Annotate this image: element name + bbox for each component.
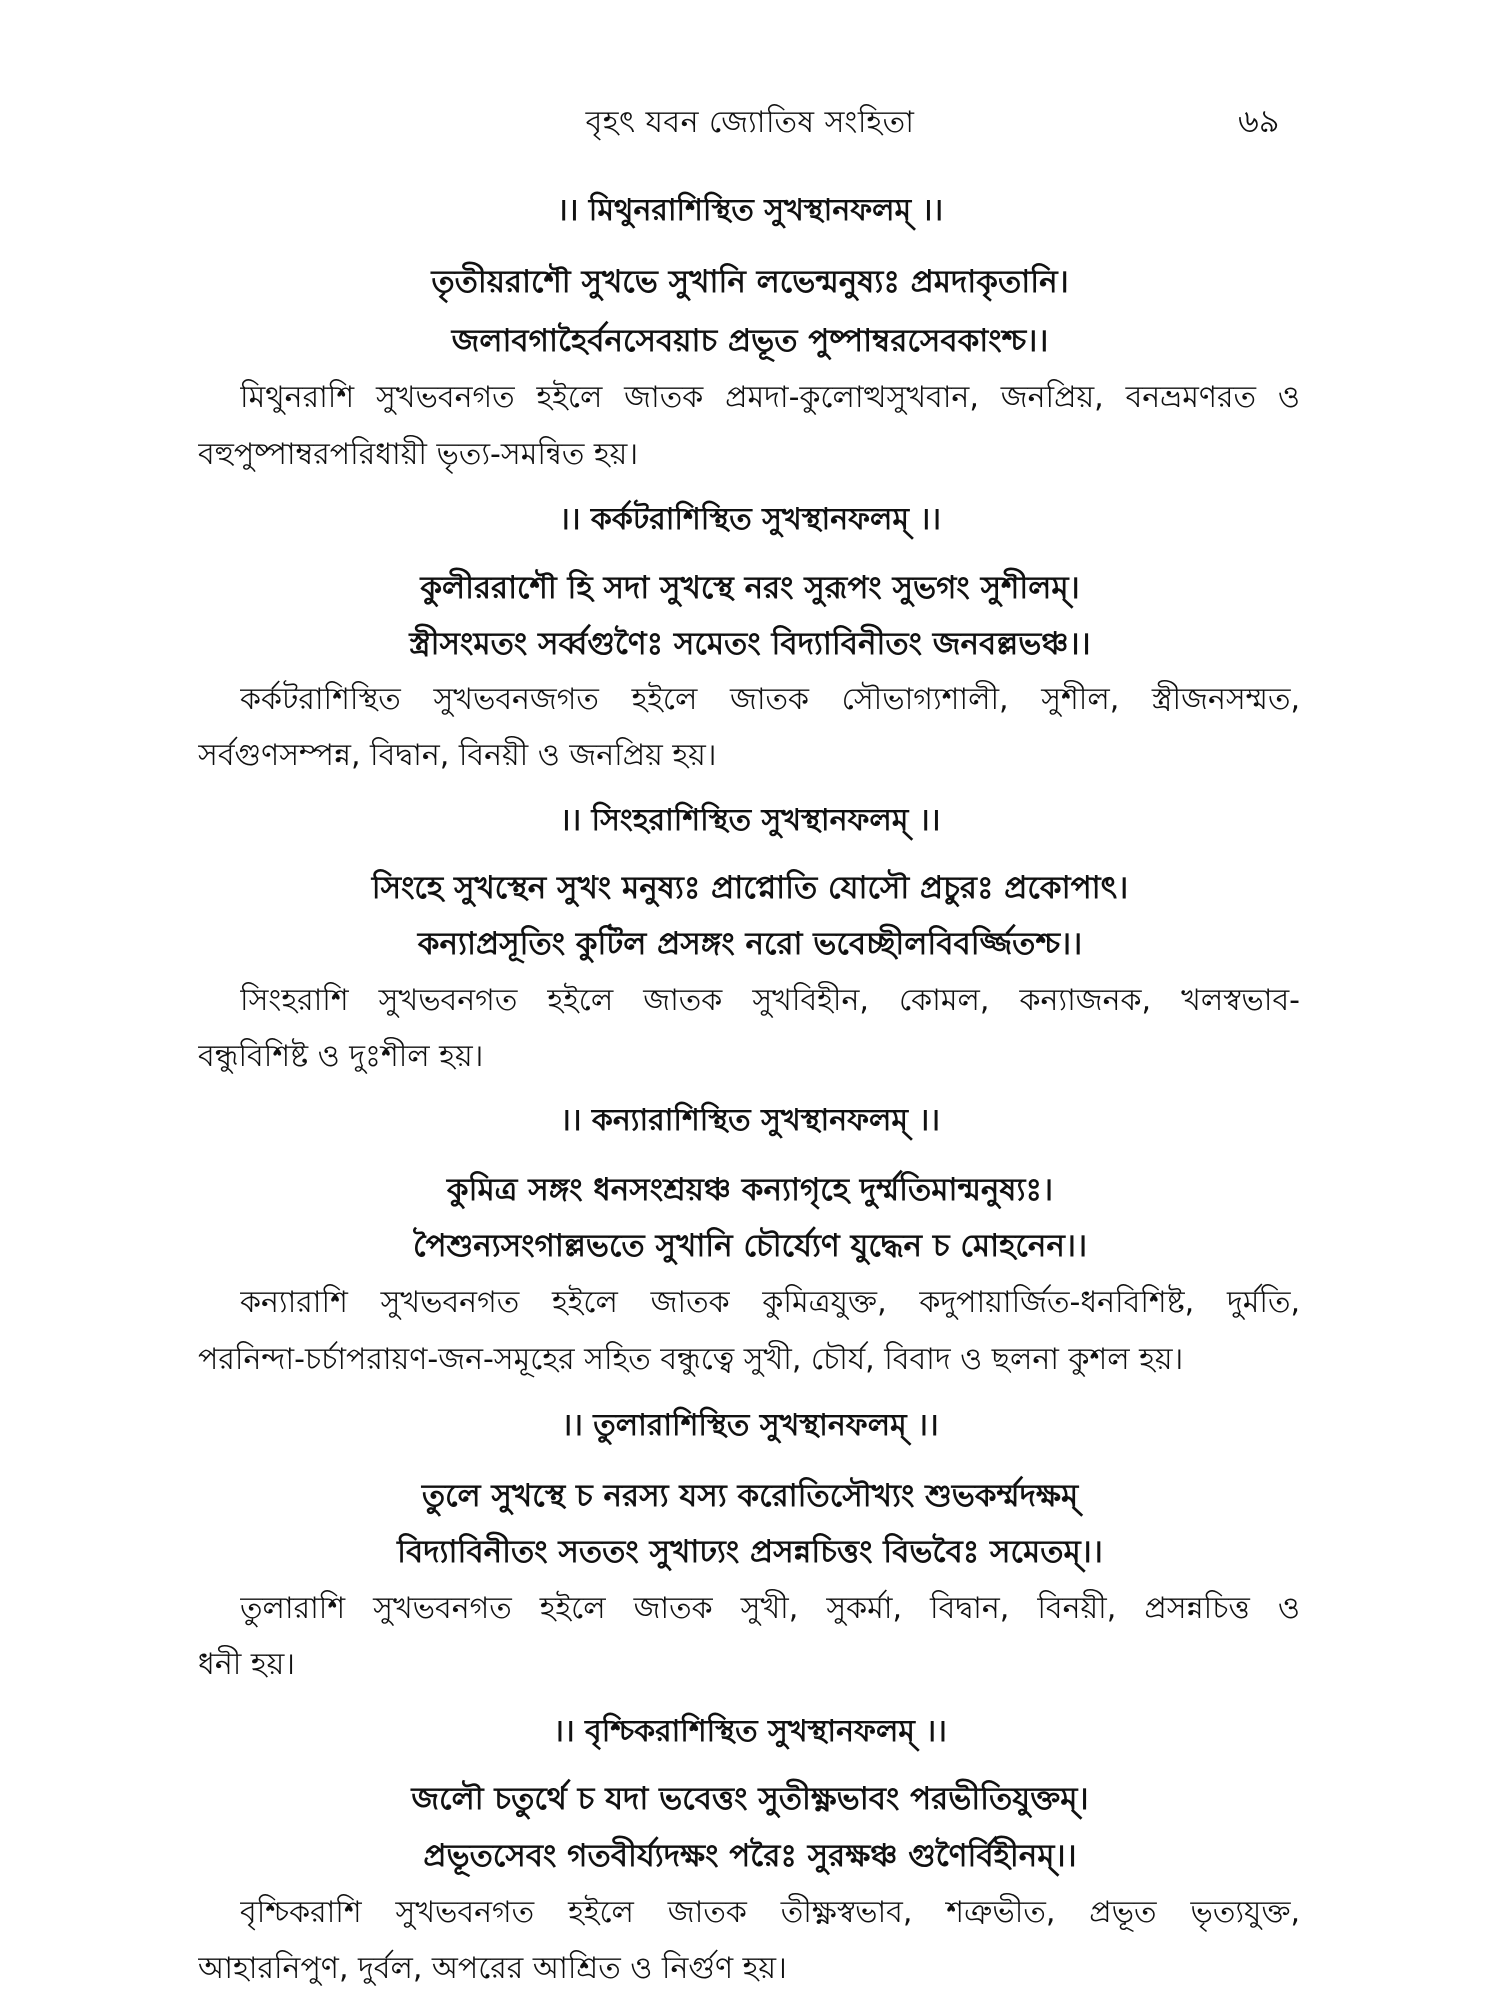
page-number: ৬৯ bbox=[1238, 102, 1280, 140]
running-head-title: বৃহৎ যবন জ্যোতিষ সংহিতা bbox=[585, 105, 915, 140]
verse-line: কুমিত্র সঙ্গং ধনসংশ্রয়ঞ্চ কন্যাগৃহে দুর্ম্মতিমান্মনুষ্যঃ। bbox=[446, 1172, 1054, 1208]
section-heading: ।। কন্যারাশিস্থিত সুখস্থানফলম্ ।। bbox=[560, 1103, 940, 1138]
paragraph-line: ধনী হয়। bbox=[198, 1647, 296, 1682]
paragraph-line: আহারনিপুণ, দুর্বল, অপরের আশ্রিত ও নির্গুণ হয়। bbox=[198, 1951, 787, 1986]
paragraph-line: পরনিন্দা-চর্চাপরায়ণ-জন-সমূহের সহিত বন্ধুত্বে সুখী, চৌর্য, বিবাদ ও ছলনা কুশল হয়। bbox=[198, 1342, 1184, 1377]
verse-line: কুলীররাশৌ হি সদা সুখস্থে নরং সুরূপং সুভগং সুশীলম্। bbox=[420, 570, 1080, 606]
verse-line: বিদ্যাবিনীতং সততং সুখাঢ্যং প্রসন্নচিত্তং বিভবৈঃ সমেতম্।। bbox=[397, 1534, 1103, 1570]
verse-line: জলৌ চতুর্থে চ যদা ভবেত্তং সুতীক্ষ্ণভাবং পরভীতিযুক্তম্। bbox=[411, 1781, 1089, 1817]
section-heading: ।। বৃশ্চিকরাশিস্থিত সুখস্থানফলম্ ।। bbox=[553, 1714, 947, 1749]
paragraph-line: কন্যারাশি সুখভবনগত হইলে জাতক কুমিত্রযুক্ত, কদুপায়ার্জিত-ধনবিশিষ্ট, দুর্মতি, bbox=[240, 1285, 1300, 1320]
verse-line: সিংহে সুখস্থেন সুখং মনুষ্যঃ প্রাপ্নোতি যোসৌ প্রচুরঃ প্রকোপাৎ। bbox=[371, 870, 1129, 906]
paragraph-line: মিথুনরাশি সুখভবনগত হইলে জাতক প্রমদা-কুলোত্থসুখবান, জনপ্রিয়, বনভ্রমণরত ও bbox=[240, 380, 1300, 415]
paragraph-line: সিংহরাশি সুখভবনগত হইলে জাতক সুখবিহীন, কোমল, কন্যাজনক, খলস্বভাব- bbox=[240, 983, 1300, 1018]
paragraph-line: তুলারাশি সুখভবনগত হইলে জাতক সুখী, সুকর্মা, বিদ্বান, বিনয়ী, প্রসন্নচিত্ত ও bbox=[240, 1591, 1300, 1626]
verse-line: প্রভূতসেবং গতবীর্য্যদক্ষং পরৈঃ সুরক্ষঞ্চ গুণৈর্বিহীনম্।। bbox=[423, 1838, 1077, 1874]
paragraph-line: বন্ধুবিশিষ্ট ও দুঃশীল হয়। bbox=[198, 1039, 484, 1074]
verse-line: স্ত্রীসংমতং সর্ব্বগুণৈঃ সমেতং বিদ্যাবিনীতং জনবল্লভঞ্চ।। bbox=[409, 626, 1091, 662]
verse-line: কন্যাপ্রসূতিং কুটিল প্রসঙ্গং নরো ভবেচ্ছীলবিবর্জ্জিতশ্চ।। bbox=[417, 926, 1083, 962]
paragraph-line: বহুপুষ্পাম্বরপরিধায়ী ভৃত্য-সমন্বিত হয়। bbox=[198, 437, 639, 472]
verse-line: তুলে সুখস্থে চ নরস্য যস্য করোতিসৌখ্যং শুভকর্ম্মদক্ষম্ bbox=[421, 1478, 1079, 1514]
verse-line: পৈশুন্যসংগাল্লভতে সুখানি চৌর্য্যেণ যুদ্ধেন চ মোহনেন।। bbox=[412, 1228, 1088, 1264]
paragraph-line: বৃশ্চিকরাশি সুখভবনগত হইলে জাতক তীক্ষ্ণস্বভাব, শত্রুভীত, প্রভূত ভৃত্যযুক্ত, bbox=[240, 1895, 1300, 1930]
paragraph-line: সর্বগুণসম্পন্ন, বিদ্বান, বিনয়ী ও জনপ্রিয় হয়। bbox=[198, 738, 717, 773]
section-heading: ।। মিথুনরাশিস্থিত সুখস্থানফলম্ ।। bbox=[556, 193, 944, 228]
verse-line: জলাবগাহৈর্বনসেবয়াচ প্রভূত পুষ্পাম্বরসেবকাংশ্চ।। bbox=[451, 323, 1049, 359]
verse-line: তৃতীয়রাশৌ সুখভে সুখানি লভেন্মনুষ্যঃ প্রমদাকৃতানি। bbox=[431, 264, 1069, 300]
paragraph-line: কর্কটরাশিস্থিত সুখভবনজগত হইলে জাতক সৌভাগ্যশালী, সুশীল, স্ত্রীজনসম্মত, bbox=[240, 682, 1300, 717]
section-heading: ।। সিংহরাশিস্থিত সুখস্থানফলম্ ।। bbox=[559, 803, 941, 838]
section-heading: ।। তুলারাশিস্থিত সুখস্থানফলম্ ।। bbox=[561, 1408, 939, 1443]
section-heading: ।। কর্কটরাশিস্থিত সুখস্থানফলম্ ।। bbox=[559, 502, 941, 537]
